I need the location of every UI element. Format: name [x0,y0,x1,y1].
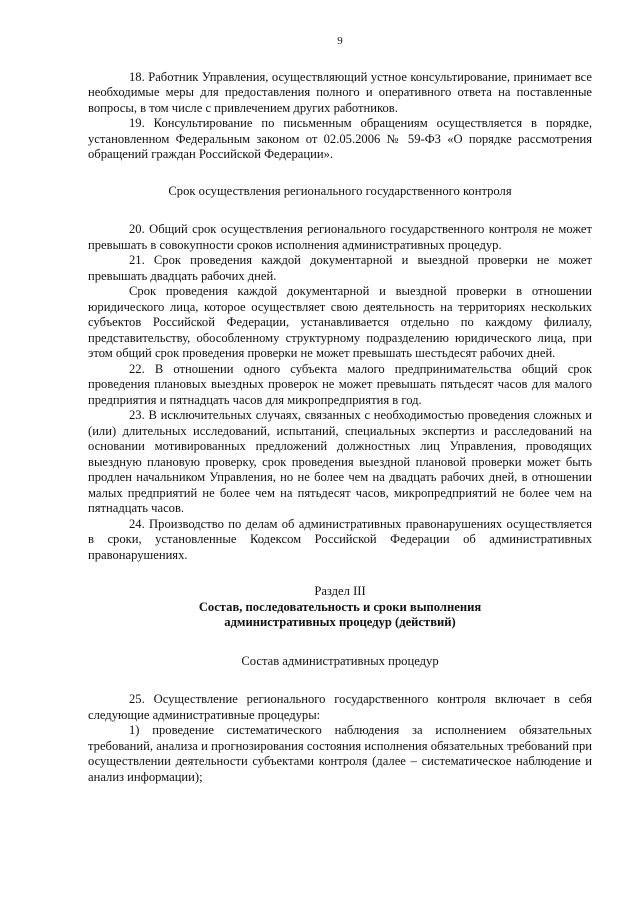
paragraph-21: 21. Срок проведения каждой документарной и выездной проверки не может превышать двадцать рабочих дней. [88,253,592,283]
subheading-control-term: Срок осуществления регионального государственного контроля [168,183,512,198]
page-number: 9 [337,35,343,47]
paragraph-24: 24. Производство по делам об административных правонарушениях осуществляется в сроки, установленные Кодексом Российской Федерации об административных правонарушениях. [88,516,592,562]
paragraph-21-continued: Срок проведения каждой документарной и выездной проверки в отношении юридического лица, которое осуществляет свою деятельность на территориях нескольких субъектов Российской Федерации, устанавливается отдельно по каждому филиалу, представительству, обособленному структурному подразделению юридического лица, при этом общий срок проведения проверки не может превышать шестьдесят рабочих дней. [88,284,592,360]
paragraph-23: 23. В исключительных случаях, связанных с необходимостью проведения сложных и (или) длительных исследований, испытаний, специальных экспертиз и расследований на основании мотивированных предложений должностных лиц Управления, проводящих выездную плановую проверку, срок проведения выездной плановой проверки может быть продлен начальником Управления, но не более чем на двадцать рабочих дней, в отношении малых предприятий не более чем на пятьдесят часов, микропредприятий не более чем на пятнадцать часов. [88,408,592,515]
section-title-line-2: административных процедур (действий) [224,615,456,629]
subheading-procedures: Состав административных процедур [241,653,439,668]
section-title-line-1: Состав, последовательность и сроки выполнения [198,599,482,614]
paragraph-20: 20. Общий срок осуществления регионального государственного контроля не может превышать в совокупности сроков исполнения административных процедур. [88,222,592,252]
paragraph-18: 18. Работник Управления, осуществляющий устное консультирование, принимает все необходимые меры для предоставления полного и оперативного ответа на поставленные вопросы, в том числе с привлечением других работников. [88,69,592,115]
section-label: Раздел III [314,584,366,598]
document-page [88,34,592,785]
paragraph-22: 22. В отношении одного субъекта малого предпринимательства общий срок проведения плановых выездных проверок не может превышать пятьдесят часов для малого предприятия и пятнадцать часов для микропредприятия в год. [88,361,592,407]
paragraph-25-item-1: 1) проведение систематического наблюдения за исполнением обязательных требований, анализа и прогнозирования состояния исполнения обязательных требований при осуществлении деятельности субъектами контроля (далее – систематическое наблюдение и анализ информации); [88,723,592,784]
paragraph-25: 25. Осуществление регионального государственного контроля включает в себя следующие административные процедуры: [88,692,592,722]
paragraph-19: 19. Консультирование по письменным обращениям осуществляется в порядке, установленном Федеральным законом от 02.05.2006 № 59-ФЗ «О порядке рассмотрения обращений граждан Российской Федерации». [88,116,592,161]
